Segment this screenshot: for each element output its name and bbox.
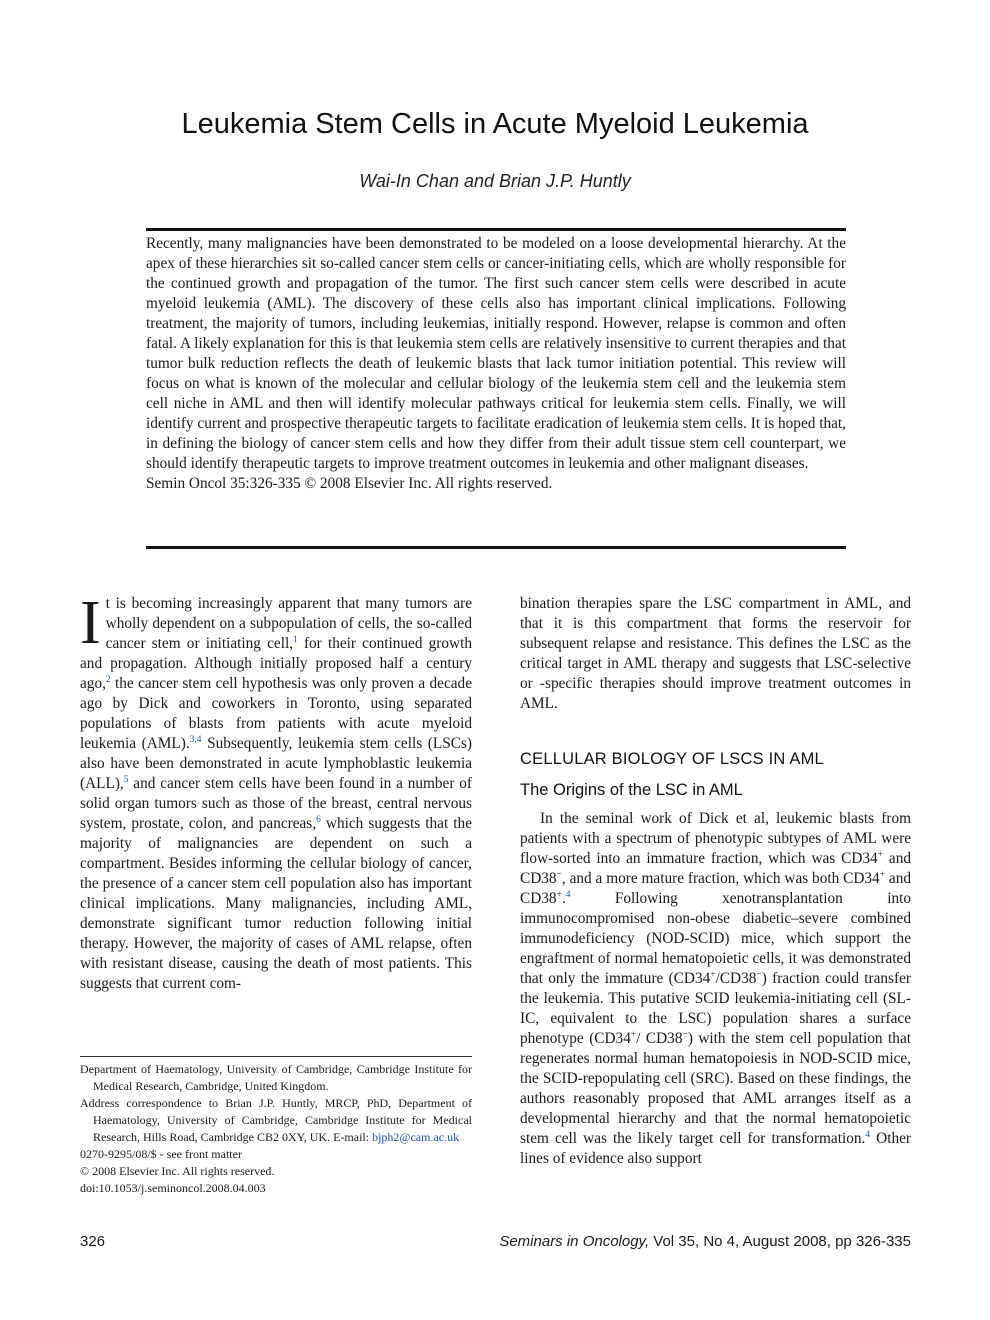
copyright-note: © 2008 Elsevier Inc. All rights reserved. [80,1164,275,1178]
doi-note: doi:10.1053/j.seminoncol.2008.04.003 [80,1181,266,1195]
address-text: Address correspondence to Brian J.P. Huntly, MRCP, PhD, Department of Haematology, University of Cambridge, Cambridge Institute for Medical Research, Hills Road, Cambridge CB2 0XY, UK. E-mail: [80,1096,472,1144]
text-run: Following xenotransplantation into immunocompromised non-obese diabetic–severe combined immunodeficiency (NOD-SCID) mice, which support the engraftment of normal hematopoietic cells, it was demonstrated that only the immature (CD34 [520,890,911,987]
reference-link[interactable]: 4 [565,889,571,900]
reference-link[interactable]: 1 [293,634,298,645]
text-run: Subsequently, leukemia stem cells (LSCs) also have been demonstrated in acute lymphoblastic leukemia (ALL), [80,735,472,792]
superscript: + [630,1029,637,1040]
left-column [80,589,472,994]
text-run: the cancer stem cell hypothesis was only proven a decade ago by Dick and coworkers in Toronto, using separated populations of blasts from patients with acute myeloid leukemia (AML). [80,675,472,752]
journal-citation [499,1233,911,1250]
text-run: t is becoming increasingly apparent that many tumors are wholly dependent on a subpopulation of cells, the so-called cancer stem or initiating cell, [105,595,472,652]
text-run: , and a more mature fraction, which was both CD34 [561,870,880,887]
affiliation-note: Department of Haematology, University of Cambridge, Cambridge Institute for Medical Research, Cambridge, United Kingdom. [80,1062,472,1093]
page-number: 326 [80,1233,106,1250]
superscript: − [682,1029,688,1040]
superscript: + [877,849,884,860]
address-note [80,1095,472,1146]
abstract-bottom-rule [146,546,846,549]
intro-paragraph [80,589,472,994]
text-run: . [561,890,566,907]
superscript: + [556,889,562,900]
article-authors: Wai-In Chan and Brian J.P. Huntly [359,171,631,191]
abstract-block [146,234,846,494]
origins-paragraph [520,809,911,1169]
superscript: − [756,969,762,980]
dropcap-letter: I [80,589,101,657]
superscript: + [879,869,886,880]
text-run: for their continued growth and propagation. Although initially proposed half a century ago, [80,635,472,692]
subsection-heading: The Origins of the LSC in AML [520,781,743,799]
issn-note: 0270-9295/08/$ - see front matter [80,1147,242,1161]
reference-link[interactable]: 5 [123,774,129,785]
journal-details: Vol 35, No 4, August 2008, pp 326-335 [649,1233,911,1250]
footnote-rule [80,1056,472,1057]
text-run: ) fraction could transfer the leukemia. This putative SCID leukemia-initiating cell (SL-IC, equivalent to the LSC) population shares a surface phenotype (CD34 [520,970,911,1047]
right-column [520,594,911,1169]
text-run: Other lines of evidence also support [520,1130,911,1167]
text-run: ) with the stem cell population that regenerates normal human hematopoiesis in NOD-SCID mice, the SCID-repopulating cell (SRC). Based on these findings, the authors reasonably proposed that AML arranges itself as a developmental hierarchy and that the normal hematopoietic stem cell was the likely target cell for transformation. [520,1030,911,1147]
email-link[interactable]: bjph2@cam.ac.uk [372,1130,460,1144]
reference-link[interactable]: 6 [316,814,321,825]
superscript: − [556,869,562,880]
superscript: + [710,969,716,980]
text-run: /CD38 [715,970,757,987]
text-run: In the seminal work of Dick et al, leukemic blasts from patients with a spectrum of phenotypic subtypes of AML were flow-sorted into an immature fraction, which was CD34 [520,810,911,867]
text-run: and CD38 [520,870,911,907]
footnotes-block [80,1061,472,1197]
article-title: Leukemia Stem Cells in Acute Myeloid Leukemia [181,108,809,140]
text-run: which suggests that the majority of malignancies are dependent on such a compartment. Besides informing the cellular biology of cancer, the presence of a cancer stem cell population also has important clinical implications. Many malignancies, including AML, demonstrate significant tumor reduction following initial therapy. However, the majority of cases of AML relapse, often with resistant disease, causing the death of most patients. This suggests that current com- [80,815,472,992]
journal-name: Seminars in Oncology, [499,1233,650,1250]
reference-link[interactable]: 4 [865,1129,871,1140]
text-run: / CD38 [636,1030,683,1047]
abstract-citation: Semin Oncol 35:326-335 © 2008 Elsevier Inc. All rights reserved. [146,475,553,492]
reference-link[interactable]: 2 [105,674,111,685]
section-heading: CELLULAR BIOLOGY OF LSCS IN AML [520,750,824,768]
text-run: and CD38 [520,850,911,887]
abstract-text: Recently, many malignancies have been demonstrated to be modeled on a loose developmental hierarchy. At the apex of these hierarchies sit so-called cancer stem cells or cancer-initiating cells, which are wholly responsible for the continued growth and propagation of the tumor. The first such cancer stem cells were described in acute myeloid leukemia (AML). The discovery of these cells also has important clinical implications. Following treatment, the majority of tumors, including leukemias, initially respond. However, relapse is common and often fatal. A likely explanation for this is that leukemia stem cells are relatively insensitive to current therapies and that tumor bulk reduction reflects the death of leukemic blasts that lack tumor initiation potential. This review will focus on what is known of the molecular and cellular biology of the leukemia stem cell and the leukemia stem cell niche in AML and then will identify molecular pathways critical for leukemia stem cells. Finally, we will identify current and prospective therapeutic targets to facilitate eradication of leukemia stem cells. It is hoped that, in defining the biology of cancer stem cells and how they differ from their adult tissue stem cell counterpart, we should identify therapeutic targets to improve treatment outcomes in leukemia and other malignant diseases. [146,235,846,472]
reference-link[interactable]: 3,4 [189,734,202,745]
abstract-top-rule [146,228,846,231]
continued-paragraph: bination therapies spare the LSC compartment in AML, and that it is this compartment that forms the reservoir for subsequent relapse and resistance. This defines the LSC as the critical target in AML therapy and suggests that LSC-selective or -specific therapies should improve treatment outcomes in AML. [520,595,911,712]
text-run: and cancer stem cells have been found in a number of solid organ tumors such as those of the breast, central nervous system, prostate, colon, and pancreas, [80,775,472,832]
